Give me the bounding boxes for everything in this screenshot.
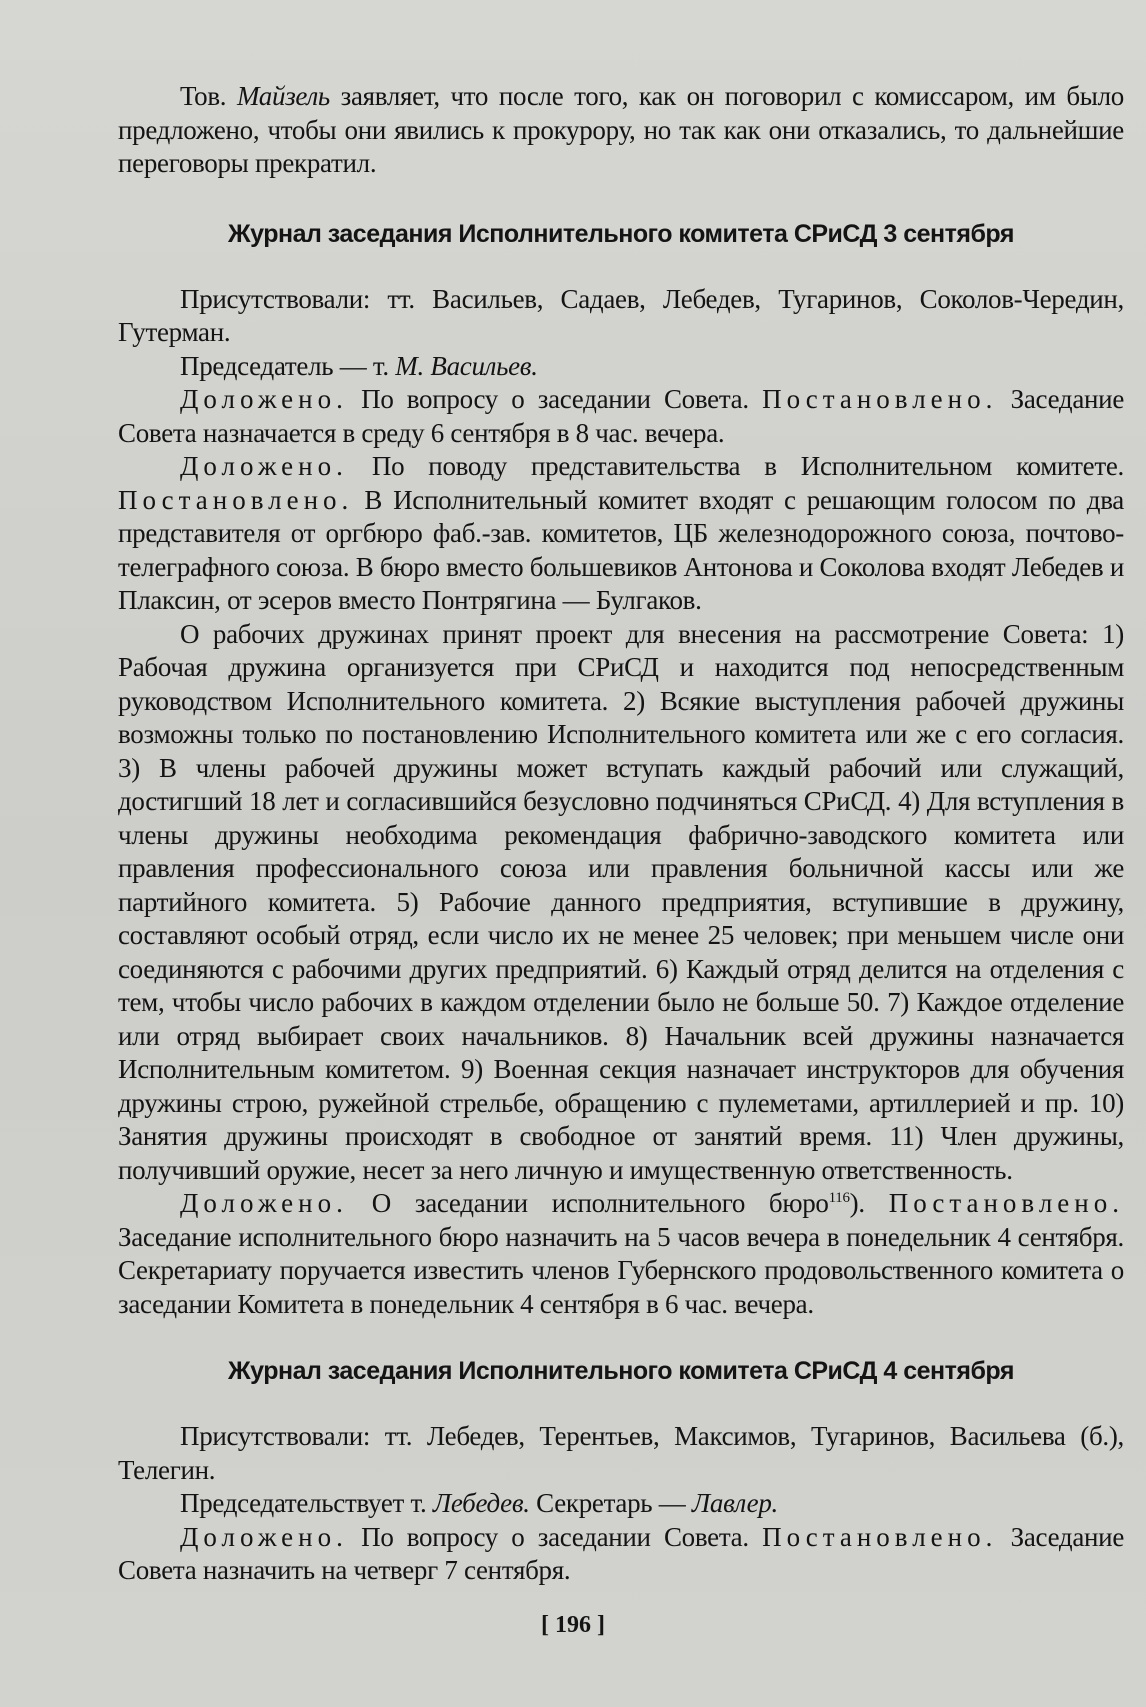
resolved-label: Постановлено. <box>888 1188 1124 1218</box>
text-run: По вопросу о заседании Совета. <box>347 1521 763 1552</box>
footnote-ref: 116 <box>828 1190 850 1206</box>
workers-squads-paragraph: О рабочих дружинах принят проект для внесения на рассмотрение Совета: 1) Рабочая дружина организуется при СРиСД и находится под непосредственным руководством Исполнительного комитета. 2) Всякие выступления рабочей дружины возможны только по постановлению Исполнительного комитета или же с его согласия. 3) В члены рабочей дружины может вступать каждый рабочий или служащий, достигший 18 лет и согласившийся безусловно подчиняться СРиСД. 4) Для вступления в члены дружины необходима рекомендация фабрично-заводского комитета или правления профессионального союза или правления больничной кассы или же партийного комитета. 5) Рабочие данного предприятия, вступившие в дружину, составляют особый отряд, если число их не менее 25 человек; при меньшем числе они соединяются с рабочими других предприятий. 6) Каждый отряд делится на отделения с тем, чтобы число рабочих в каждом отделении было не больше 50. 7) Каждое отделение или отряд выбирает своих начальников. 8) Начальник всей дружины назначается Исполнительным комитетом. 9) Военная секция назначает инструкторов для обучения дружины строю, ружейной стрельбе, обращению с пулеметами, артиллерией и пр. 10) Занятия дружины происходят в свободное от занятий время. 11) Член дружины, получивший оружие, несет за него личную и имущественную ответственность. <box>118 618 1124 1185</box>
reported-label: Доложено. <box>180 384 348 414</box>
text-run: Заседание Совета назначить на четверг 7 сентября. <box>118 1521 1124 1585</box>
paragraph-maizel <box>118 80 1124 181</box>
page-number: [ 196 ] <box>541 1612 605 1638</box>
chairman-line <box>118 350 1124 384</box>
resolved-label: Постановлено. <box>118 484 354 515</box>
agenda-item <box>118 1187 1124 1321</box>
attendees-paragraph: Присутствовали: тт. Лебедев, Терентьев, Максимов, Тугаринов, Васильева (б.), Телегин. <box>118 1421 1124 1485</box>
text-run: По поводу представительства в Исполнительном комитете. <box>347 451 1124 481</box>
agenda-item <box>118 450 1124 618</box>
text-run: О заседании исполнительного бюро <box>347 1188 829 1218</box>
text-run: заявляет, что после того, как он поговорил с комиссаром, им было предложено, чтобы они явились к прокурору, но так как они отказались, то дальнейшие переговоры прекратил. <box>118 81 1124 178</box>
secretary-name: Лавлер. <box>691 1488 779 1518</box>
attendees-paragraph: Присутствовали: тт. Васильев, Садаев, Лебедев, Тугаринов, Соколов-Чередин, Гутерман. <box>118 283 1124 347</box>
chairman-label: Председательствует т. <box>180 1488 433 1518</box>
text-run: Заседание исполнительного бюро назначить на 5 часов вечера в понедельник 4 сентября. Секретариату поручается известить членов Губернского продовольственного комитета о заседании Комитета в понедельник 4 сентября в 6 час. вечера. <box>118 1221 1124 1319</box>
agenda-item <box>118 383 1124 450</box>
text-run: Тов. <box>180 81 237 111</box>
chairman-line <box>118 1487 1124 1521</box>
section-heading-sept-3: Журнал заседания Исполнительного комитета СРиСД 3 сентября <box>228 219 1014 248</box>
reported-label: Доложено. <box>180 1521 348 1552</box>
person-name: Майзель <box>236 81 330 111</box>
section-heading-sept-4: Журнал заседания Исполнительного комитета СРиСД 4 сентября <box>228 1357 1014 1385</box>
reported-label: Доложено. <box>180 1188 348 1218</box>
text-run: По вопросу о заседании Совета. <box>347 384 763 414</box>
chairman-label: Председатель — т. <box>180 350 396 381</box>
reported-label: Доложено. <box>180 451 348 481</box>
resolved-label: Постановлено. <box>762 384 998 414</box>
text-run: Заседание Совета назначается в среду 6 сентября в 8 час. вечера. <box>118 384 1124 448</box>
agenda-item <box>118 1521 1124 1588</box>
resolved-label: Постановлено. <box>762 1521 998 1552</box>
page-text <box>118 80 1124 1588</box>
text-run: В Исполнительный комитет входят с решающим голосом по два представителя от оргбюро фаб.-зав. комитетов, ЦБ железнодорожного союза, почтово-телеграфного союза. В бюро вместо большевиков Антонова и Соколова входят Лебедев и Плаксин, от эсеров вместо Понтрягина — Булгаков. <box>118 484 1124 615</box>
secretary-label: Секретарь — <box>529 1488 692 1518</box>
chairman-name: Лебедев. <box>432 1488 530 1518</box>
chairman-name: М. Васильев. <box>395 350 538 381</box>
text-run: ). <box>849 1188 889 1218</box>
